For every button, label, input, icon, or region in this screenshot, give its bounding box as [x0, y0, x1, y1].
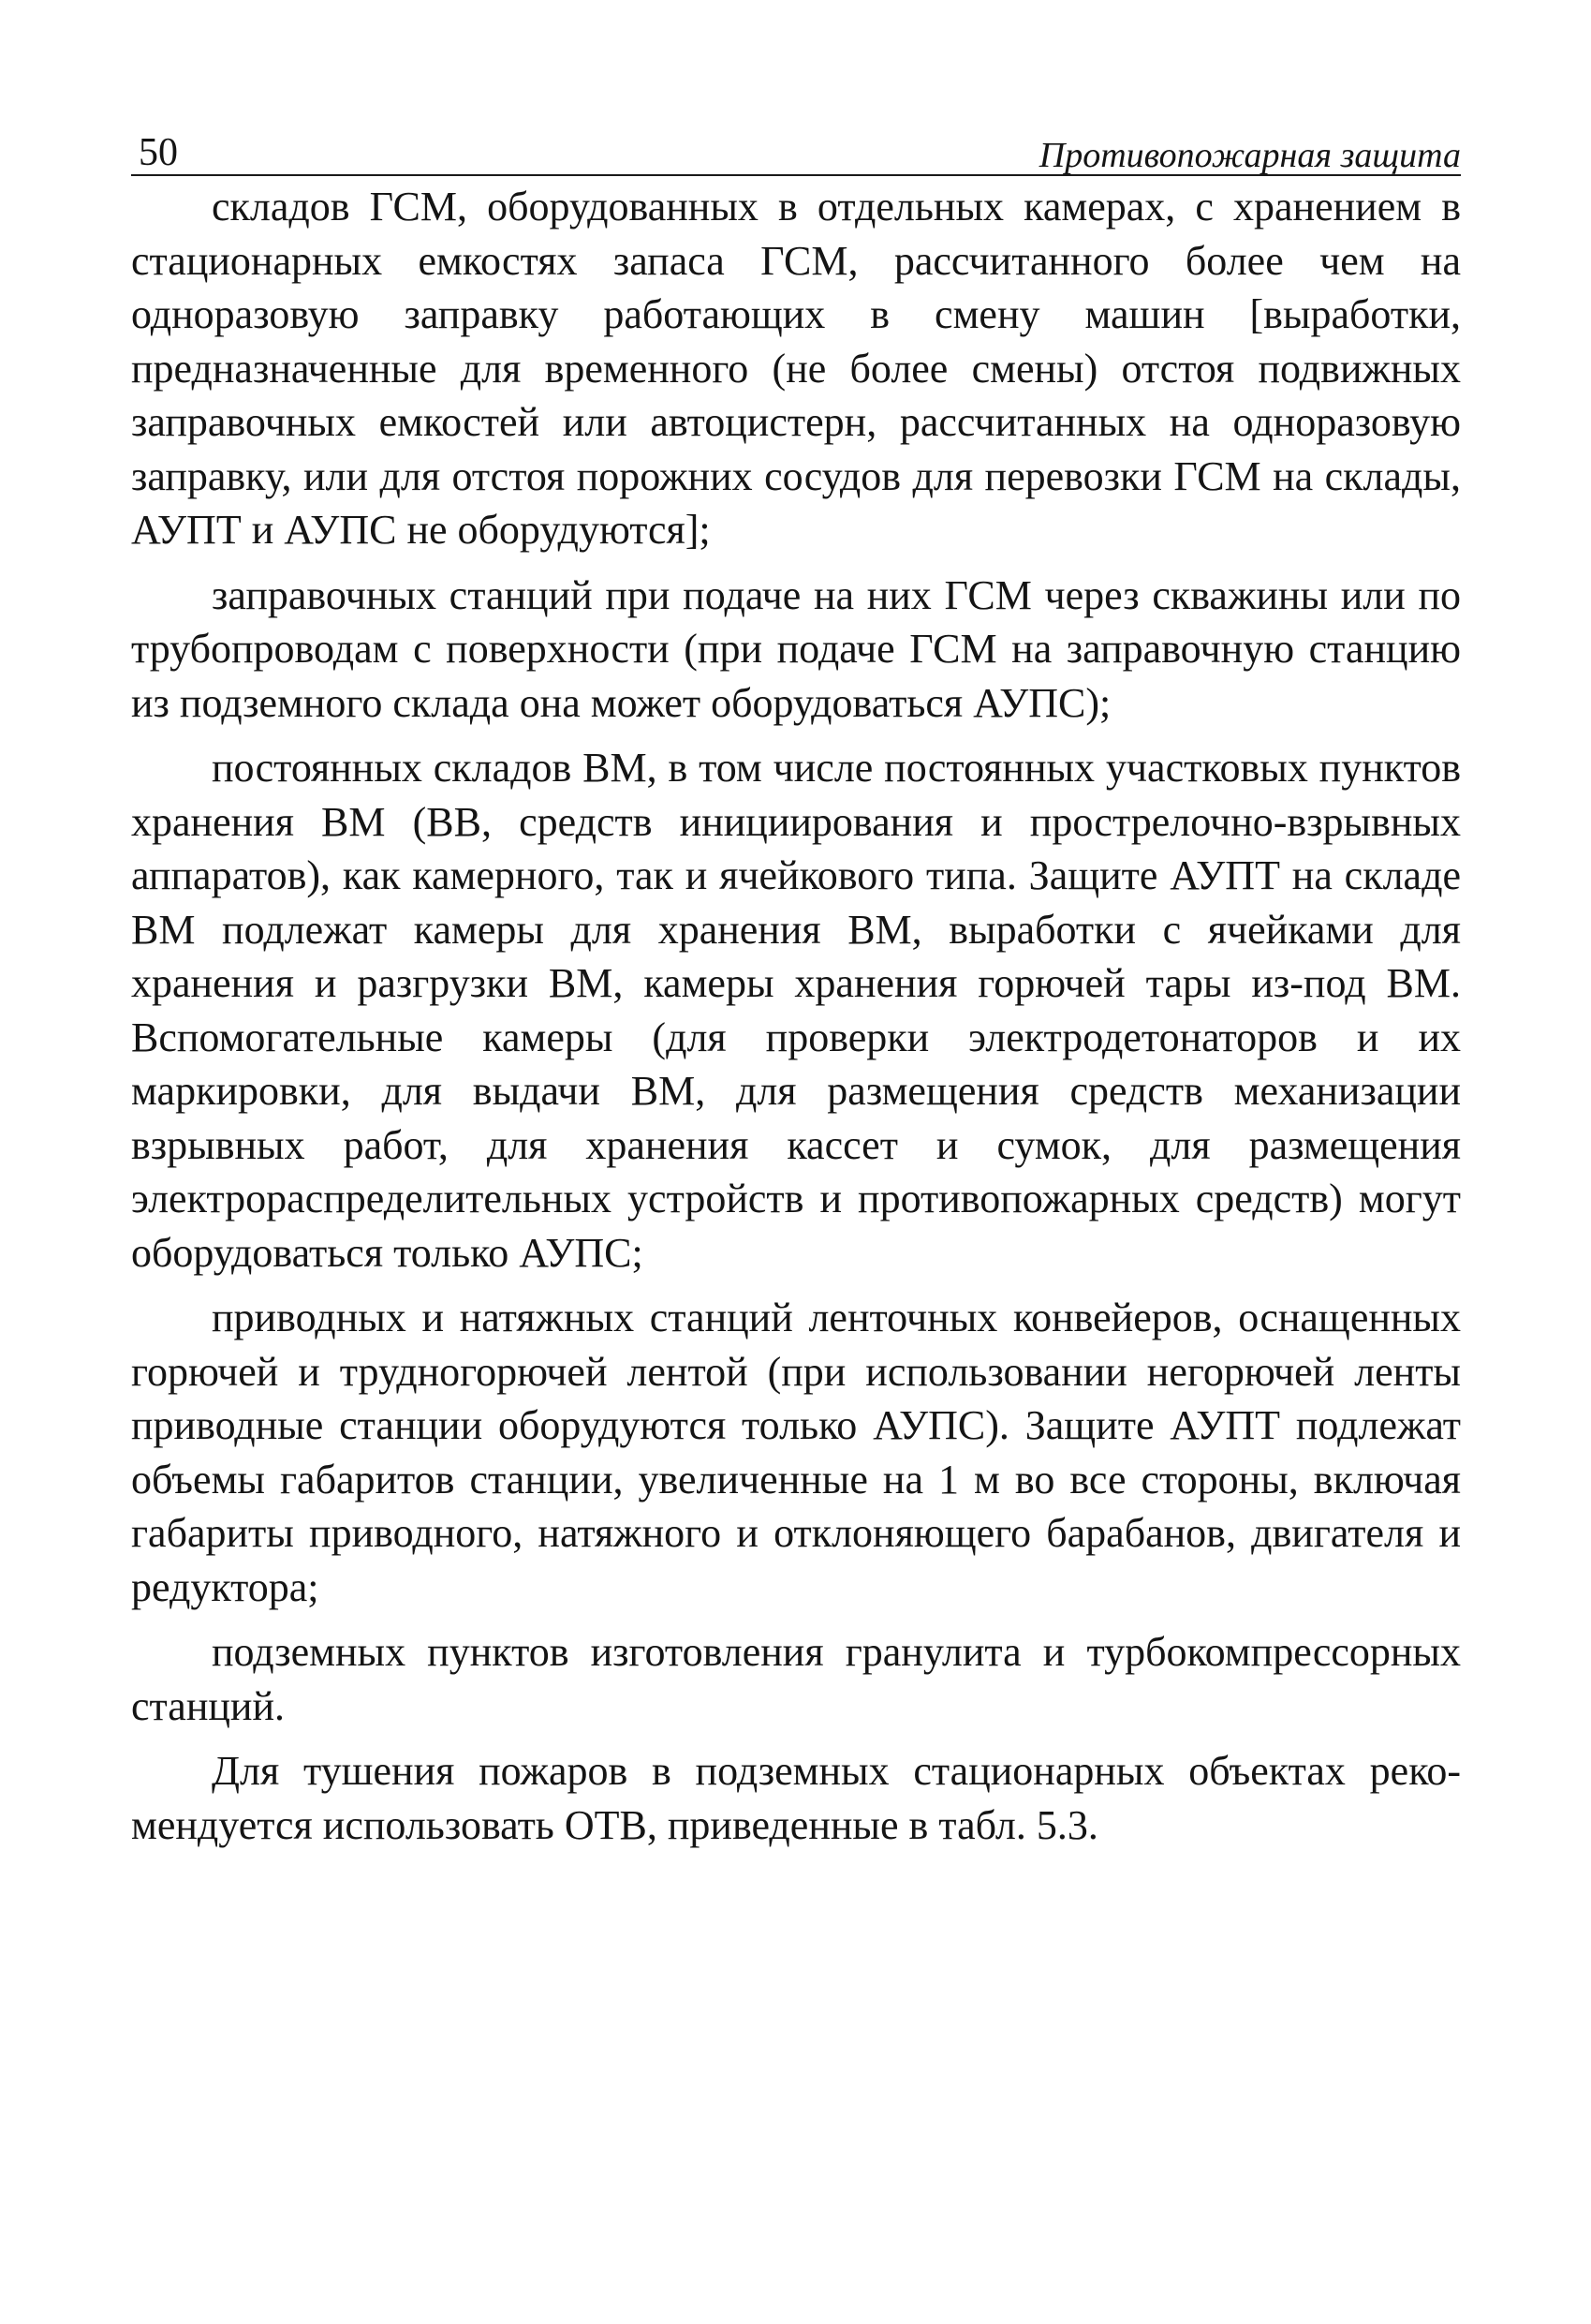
paragraph-fuel-stations: заправочных станций при подаче на них ГСМ через скважины или по трубопроводам с поверхности (при подаче ГСМ на заправочную станцию из подземного склада она может оборудоваться АУПС); [131, 571, 1461, 726]
section-title: Противопожарная защита [1039, 136, 1461, 175]
paragraph-fuel-storage: складов ГСМ, оборудованных в отдельных камерах, с хранением в стационарных емкостях запаса ГСМ, рассчитанного более чем на одноразовую заправку работающих в смену машин [выработки, предназначенные для временного (не более смены) отстоя подвижных заправочных емкостей или автоцистерн, рассчитанных на одноразовую заправку, или для отстоя порожних сосудов для перевозки ГСМ на склады, АУПТ и АУПС не оборудуются]; [131, 184, 1461, 553]
paragraph-explosives-storage: постоянных складов ВМ, в том числе постоянных участковых пунктов хранения ВМ (ВВ, средств инициирования и прострелочно-взрывных аппаратов), как камерного, так и ячейкового типа. Защите АУПТ на складе ВМ подлежат камеры для хранения ВМ, выработки с ячейками для хранения и разгрузки ВМ, камеры хранения горючей тары из-под ВМ. Вспомогательные камеры (для проверки электродетонаторов и их маркировки, для выдачи ВМ, для размещения средств механизации взрывных работ, для хранения кассет и сумок, для размещения электрораспределительных устройств и противопожарных средств) могут оборудоваться только АУПС; [131, 745, 1461, 1276]
paragraph-granulite-points: подземных пунктов изготовления гранулита и турбокомпрессорных станций. [131, 1629, 1461, 1729]
running-header [131, 131, 1461, 176]
body-text [131, 180, 1461, 1852]
page-number: 50 [139, 131, 178, 174]
paragraph-conveyor-stations: приводных и натяжных станций ленточных конвейеров, оснащенных горючей и трудногорючей лентой (при использовании негорючей ленты приводные станции оборудуются только АУПС). Защите АУПТ подлежат объемы габаритов станции, увеличенные на 1 м во все стороны, включая габариты приводного, натяжного и отклоняющего барабанов, двигателя и редуктора; [131, 1295, 1461, 1610]
book-page [131, 131, 1461, 1852]
paragraph-extinguishing-agents: Для тушения пожаров в подземных стационарных объектах рекомендуется использовать ОТВ, приведенные в табл. 5.3. [131, 1748, 1461, 1848]
